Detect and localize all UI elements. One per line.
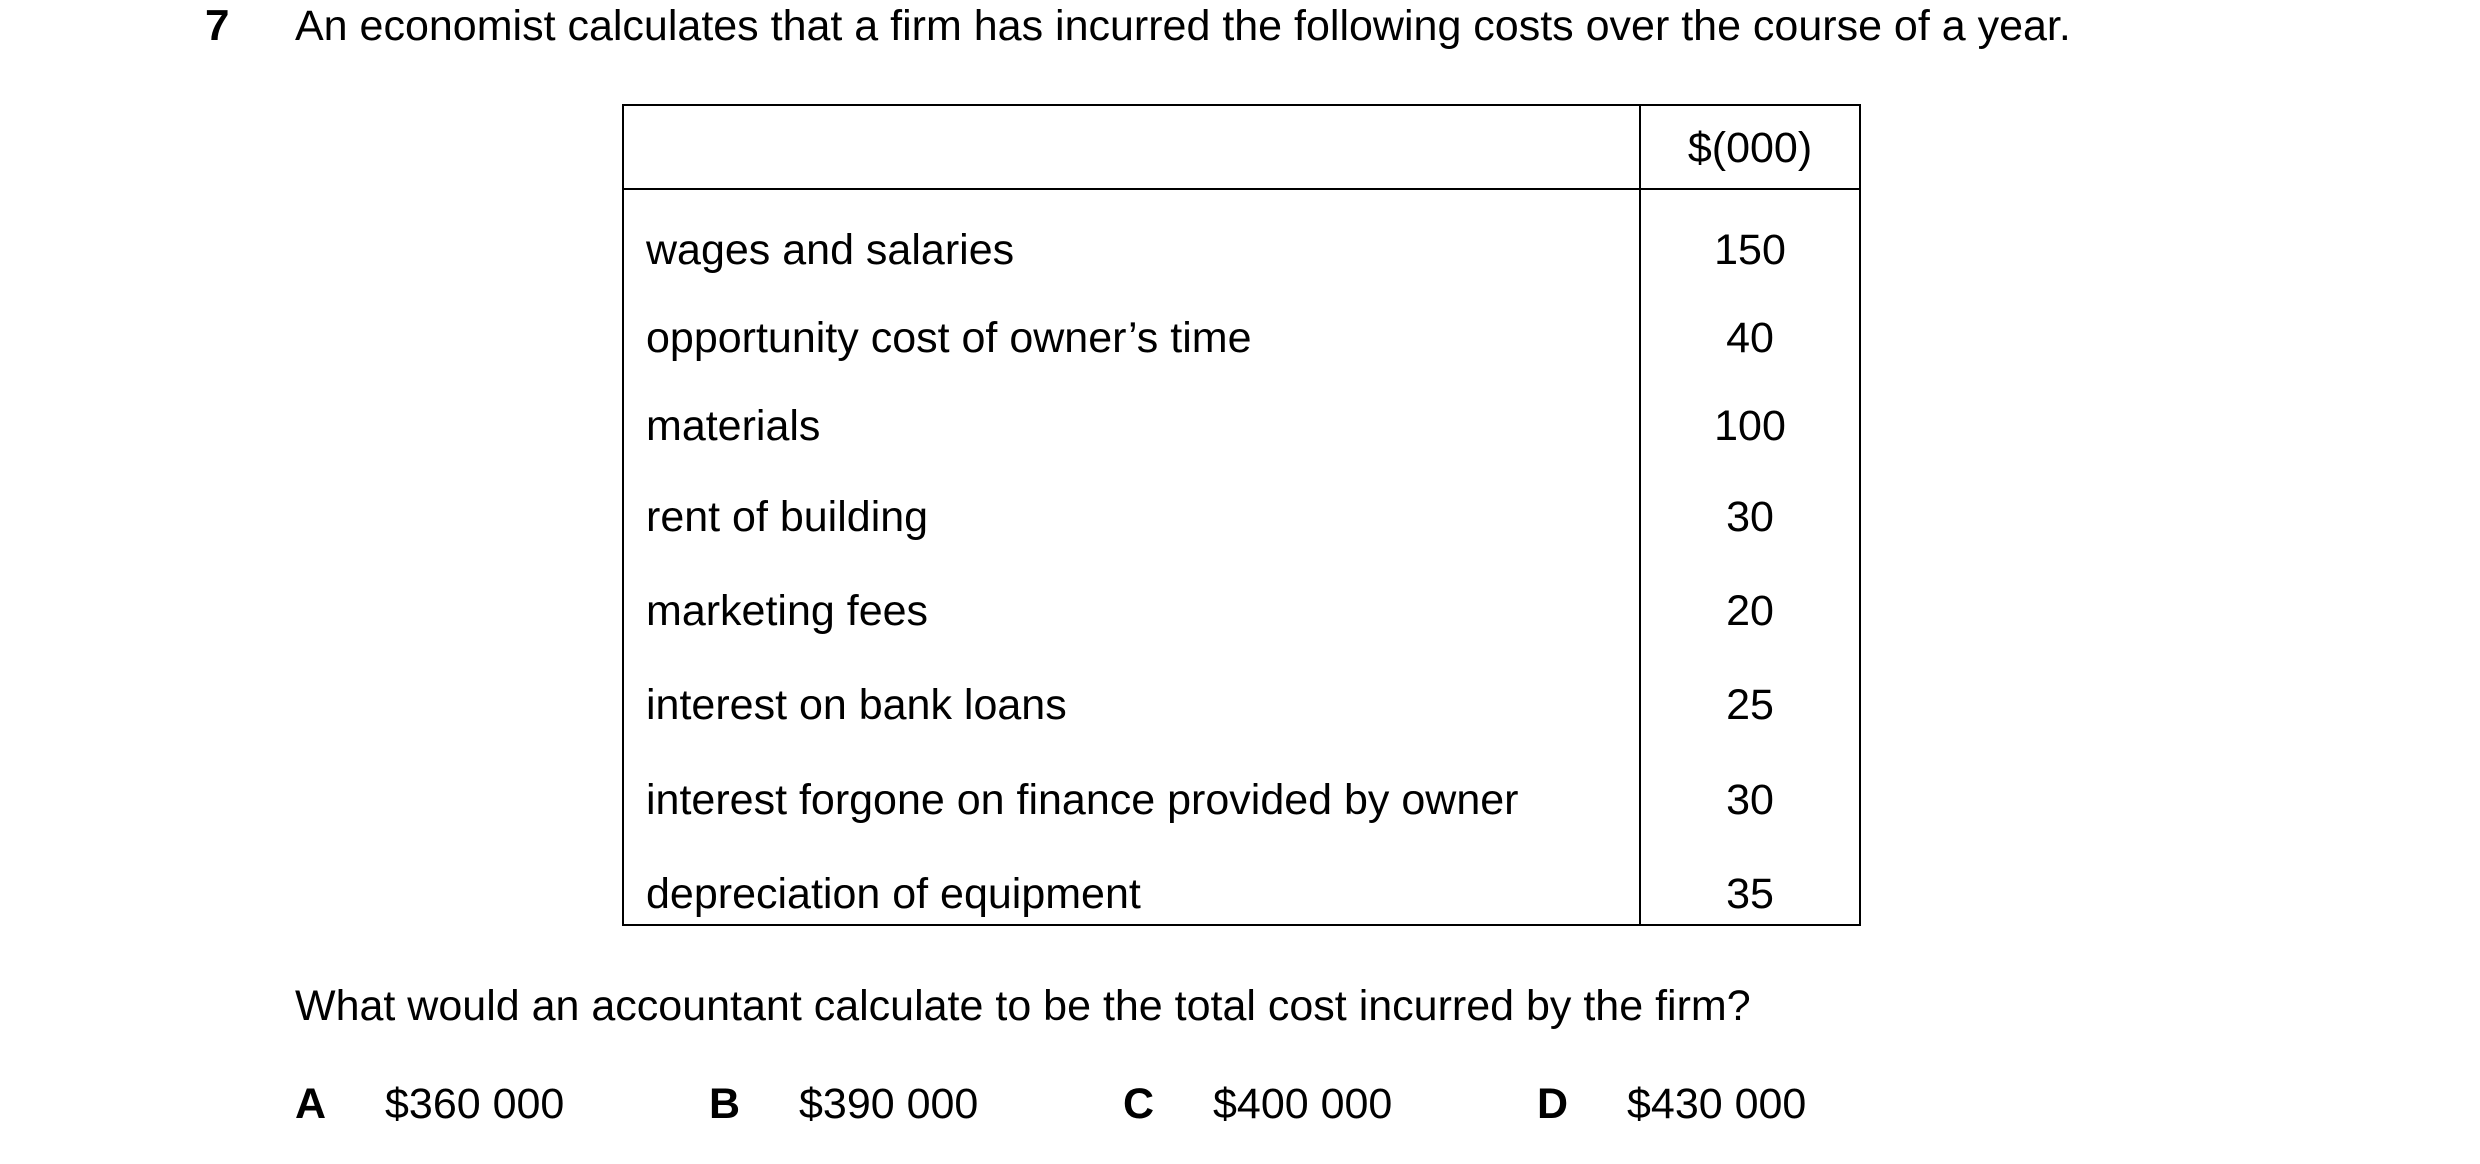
option-value: $390 000 <box>799 1080 979 1128</box>
row-value: 25 <box>1726 681 1774 729</box>
row-value: 30 <box>1726 493 1774 541</box>
table-row <box>624 396 1859 456</box>
option-letter: D <box>1537 1080 1569 1128</box>
row-label: interest forgone on finance provided by owner <box>646 776 1519 824</box>
option-value: $360 000 <box>385 1080 565 1128</box>
row-label: opportunity cost of owner’s time <box>646 314 1252 362</box>
question-text: An economist calculates that a firm has incurred the following costs over the course of a year. <box>295 2 2071 50</box>
table-row <box>624 487 1859 547</box>
option-letter: B <box>709 1080 741 1128</box>
row-value: 150 <box>1714 226 1786 274</box>
option-value: $430 000 <box>1627 1080 1807 1128</box>
row-value: 30 <box>1726 776 1774 824</box>
question-number: 7 <box>205 1 230 50</box>
row-label: marketing fees <box>646 587 929 635</box>
row-value: 35 <box>1726 870 1774 918</box>
option-letter: C <box>1123 1080 1155 1128</box>
option-value: $400 000 <box>1213 1080 1393 1128</box>
table-row <box>624 308 1859 368</box>
table-row <box>624 675 1859 735</box>
option-letter: A <box>295 1080 327 1128</box>
row-label: depreciation of equipment <box>646 870 1141 918</box>
row-label: rent of building <box>646 493 929 541</box>
unit-header: $(000) <box>1687 124 1813 172</box>
row-label: wages and salaries <box>646 226 1015 274</box>
row-label: materials <box>646 402 821 450</box>
cost-table <box>622 104 1861 926</box>
row-value: 40 <box>1726 314 1774 362</box>
table-row <box>624 581 1859 641</box>
row-value: 100 <box>1714 402 1786 450</box>
table-row <box>624 770 1859 830</box>
row-label: interest on bank loans <box>646 681 1067 729</box>
table-header-row <box>624 106 1859 190</box>
row-value: 20 <box>1726 587 1774 635</box>
table-row <box>624 220 1859 280</box>
table-row <box>624 864 1859 924</box>
question-prompt: What would an accountant calculate to be the total cost incurred by the firm? <box>295 982 1751 1030</box>
